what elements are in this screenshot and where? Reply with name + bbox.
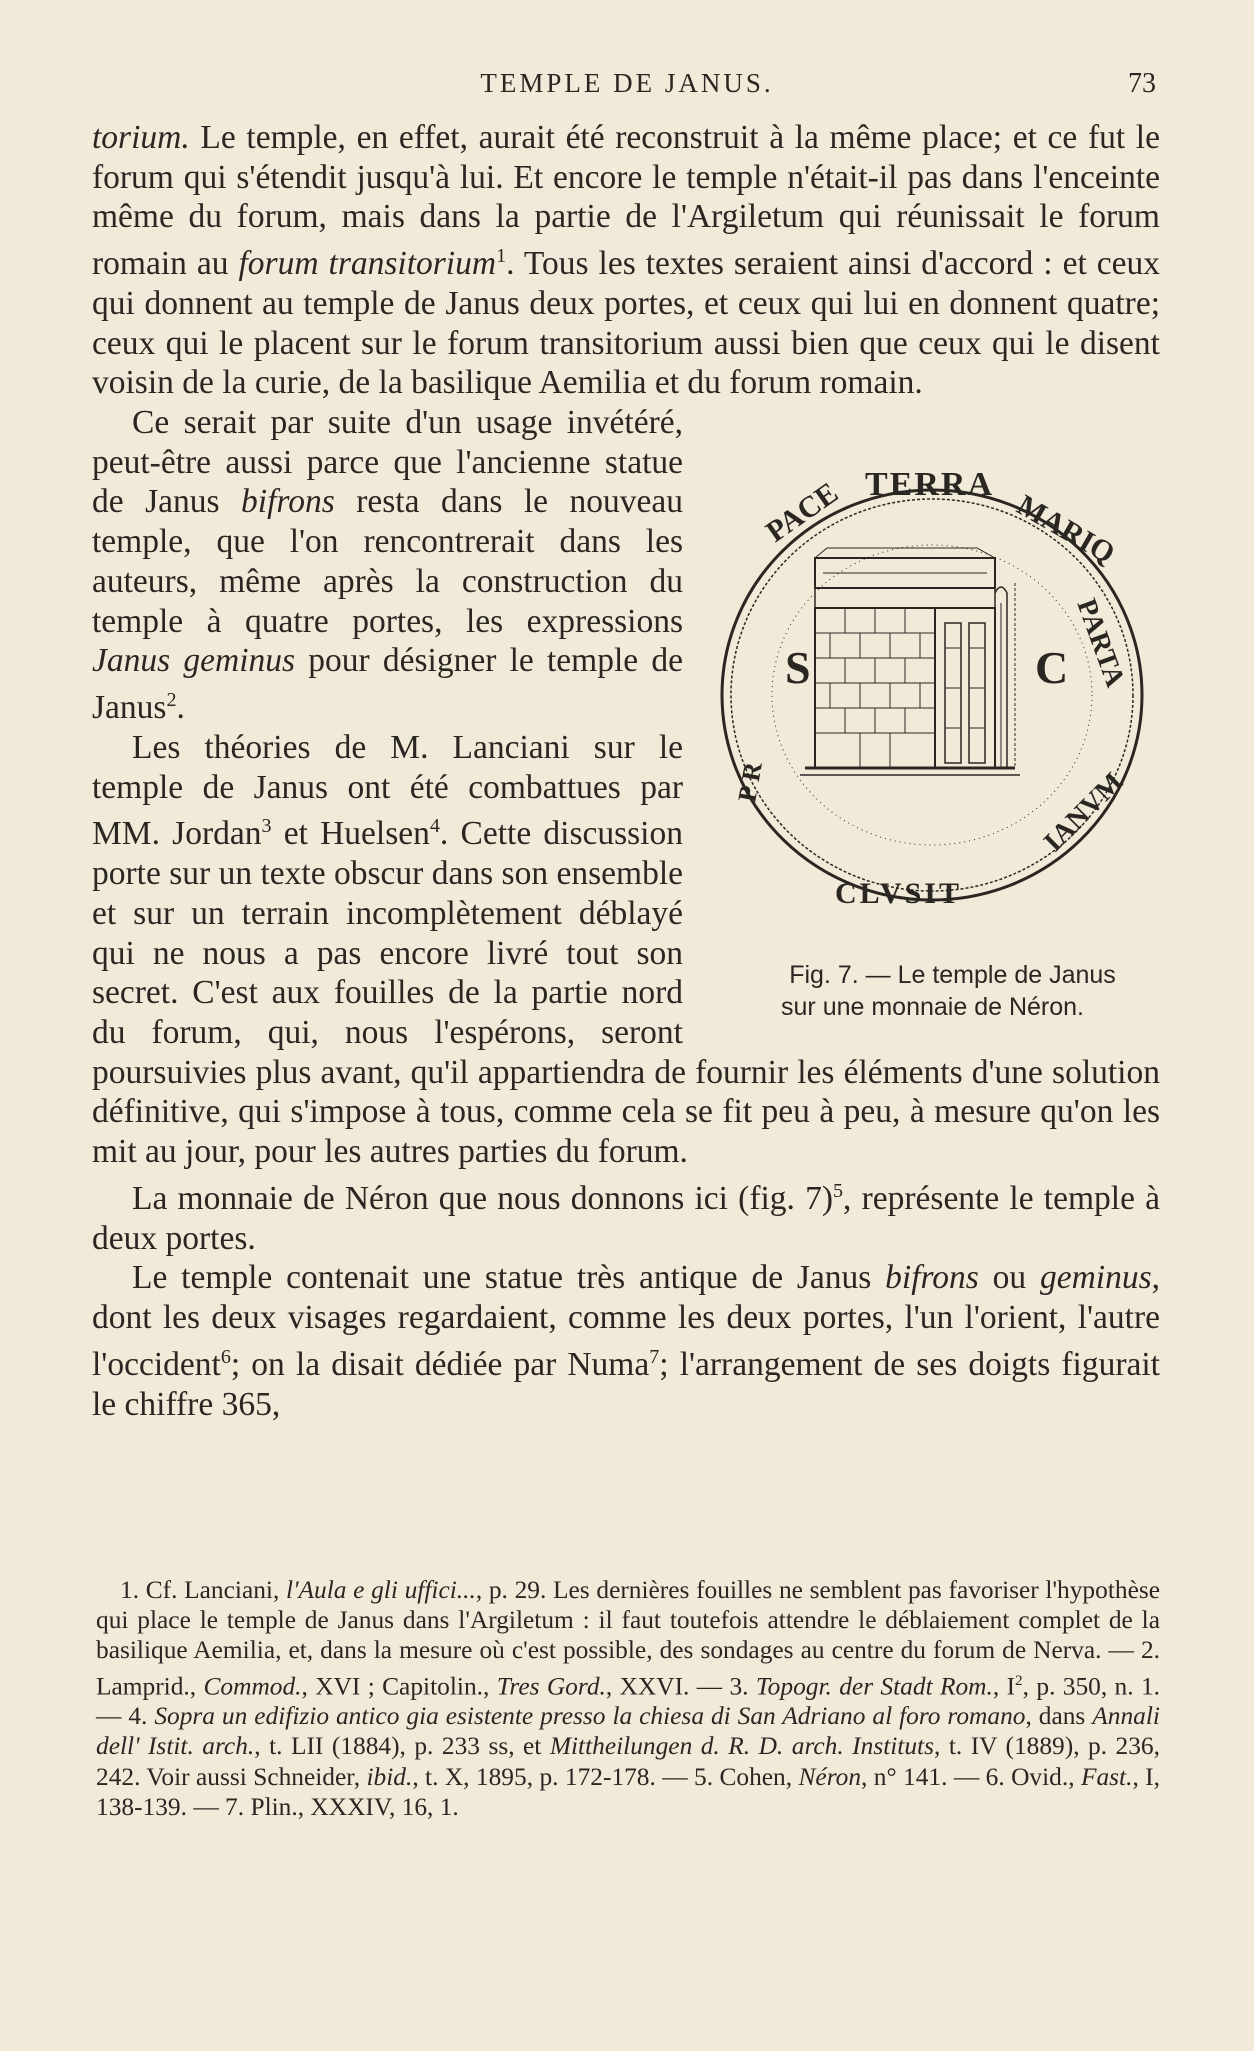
caption-line-1: Fig. 7. — Le temple de Janus <box>789 961 1116 990</box>
page-header <box>0 68 1254 108</box>
paragraph-2-text <box>92 404 683 726</box>
text-run: , p. 350, n. 1. — 4. <box>96 1672 1161 1731</box>
svg-text:P R: P R <box>732 759 768 805</box>
paragraph-5 <box>92 1258 1160 1424</box>
text-run: 1. Cf. Lanciani, <box>120 1576 287 1604</box>
italic-text: Commod. <box>203 1672 302 1701</box>
text-run: . Tous les textes seraient ainsi d'accord : et ceux qui donnent au temple de Janus deux portes, et ceux qui lui en donnent quatre; ceux qui le placent sur le forum transitorium aussi bien que ceux qui le disent voisin de la curie, de la basilique Aemilia et du forum romain. <box>92 245 1160 402</box>
text-run: , t. IV (1889), p. 236, 242. Voir aussi Schneider, <box>96 1732 1160 1791</box>
paragraph-4 <box>92 1172 1160 1259</box>
svg-text:PACE: PACE <box>760 476 845 549</box>
svg-text:C: C <box>1035 642 1069 694</box>
footnote-ref: 4 <box>429 815 440 838</box>
svg-text:S: S <box>785 642 811 694</box>
running-title: TEMPLE DE JANUS. <box>480 68 774 98</box>
text-run: et Huelsen <box>271 815 430 853</box>
italic-text: l'Aula e gli uffici... <box>286 1576 476 1604</box>
italic-text: geminus <box>1039 1259 1152 1297</box>
text-run: . <box>176 689 185 727</box>
text-run: , I, 138-139. — 7. Plin., XXXIV, 16, 1. <box>96 1762 1160 1821</box>
italic-text: forum transitorium <box>238 245 497 283</box>
text-run: , p. 29. Les dernières fouilles ne semblent pas favoriser l'hypothèse qui place le temple de Janus dans l'Argiletum : il faut toutefois attendre le déblaiement complet de la basilique Aemilia, et, dans la mesure où c'est possible, des sondages au centre du forum de Nerva. — 2. Lamprid., <box>96 1576 1160 1701</box>
italic-text: Janus geminus <box>92 642 296 680</box>
italic-text: bifrons <box>241 483 335 521</box>
text-run: , XVI ; Capitolin., <box>301 1672 497 1701</box>
footnote-ref: 6 <box>220 1345 231 1368</box>
footnotes <box>96 1575 1160 1822</box>
text-run: , dont les deux visages regardaient, comme les deux portes, l'un l'orient, l'autre l'occident <box>92 1259 1161 1383</box>
text-run: Le temple, en effet, aurait été reconstruit à la même place; et ce fut le forum qui s'étendit jusqu'à lui. Et encore le temple n'était-il pas dans l'enceinte même du forum, mais dans la partie de l'Argiletum qui réunissait le forum romain au <box>92 119 1160 283</box>
italic-text: Mittheilungen d. R. D. arch. Instituts <box>549 1732 934 1761</box>
footnote-ref: 2 <box>1015 1671 1023 1689</box>
caption-line-2: sur une monnaie de Néron. <box>781 993 1084 1022</box>
text-run: pour désigner le temple de Janus <box>92 642 684 727</box>
main-text <box>92 118 1160 1424</box>
footnote-ref: 1 <box>496 245 507 268</box>
text-run: La monnaie de Néron que nous donnons ici (fig. 7) <box>132 1179 833 1217</box>
footnote-ref: 5 <box>833 1179 844 1202</box>
text-run: . Cette discussion porte sur un texte obscur dans son ensemble et sur un terrain incomplètement déblayé qui ne nous a pas encore livré tout son secret. C'est aux fouilles de la partie nord du forum, qui, nous l'espérons, seront poursuivies plus avant, qu'il appartiendra de fournir les éléments d'une solution définitive, qui s'impose à tous, comme cela se fit peu à peu, à mesure qu'on les mit au jour, pour les autres parties du forum. <box>92 815 1160 1171</box>
italic-text: Néron <box>798 1762 862 1791</box>
footnote-ref: 3 <box>261 815 272 838</box>
footnote-block <box>96 1575 1160 1822</box>
italic-text: ibid. <box>366 1762 413 1791</box>
text-run: Le temple contenait une statue très antique de Janus <box>132 1259 886 1297</box>
footnote-ref: 2 <box>166 689 177 711</box>
text-run: ; on la disait dédiée par Numa <box>230 1345 650 1383</box>
italic-text: Fast. <box>1080 1762 1133 1791</box>
text-run: , XXVI. — 3. <box>605 1672 756 1701</box>
italic-text: Topogr. der Stadt Rom. <box>755 1672 993 1701</box>
coin-illustration <box>715 433 1150 953</box>
italic-text: bifrons <box>885 1259 979 1297</box>
paragraph-1 <box>92 118 1160 403</box>
text-run: ou <box>978 1259 1040 1297</box>
text-run: Ce serait par suite d'un usage invétéré, peut-être aussi parce que l'ancienne statue de Janus <box>92 404 683 521</box>
text-run: ; l'arrangement de ses doigts figurait le chiffre 365, <box>92 1345 1160 1423</box>
figure-caption <box>705 959 1160 1023</box>
text-run: resta dans le nouveau temple, que l'on rencontrerait dans les auteurs, même après la construction du temple à quatre portes, les expressions <box>92 483 684 640</box>
text-run: , n° 141. — 6. Ovid., <box>861 1762 1081 1791</box>
italic-text: torium. <box>92 119 190 156</box>
text-run: , dans <box>1025 1702 1093 1731</box>
svg-text:PARTA: PARTA <box>1070 594 1131 692</box>
text-run: , t. LII (1884), p. 233 ss, et <box>254 1732 550 1761</box>
text-run: , I <box>992 1672 1016 1701</box>
text-run: , représente le temple à deux portes. <box>92 1179 1160 1257</box>
italic-text: Sopra un edifizio antico gia esistente presso la chiesa di San Adriano al foro romano <box>154 1702 1026 1731</box>
italic-text: Annali dell' Istit. arch. <box>96 1702 1160 1761</box>
svg-text:TERRA: TERRA <box>865 466 995 504</box>
figure-7 <box>705 411 1160 1026</box>
page-number: 73 <box>1128 68 1156 99</box>
footnote-ref: 7 <box>649 1345 660 1368</box>
svg-text:MARIQ: MARIQ <box>1011 488 1121 571</box>
text-run: , t. X, 1895, p. 172-178. — 5. Cohen, <box>412 1762 799 1791</box>
italic-text: Tres Gord. <box>496 1672 606 1701</box>
svg-text:IANVM: IANVM <box>1038 766 1130 859</box>
text-run: Les théories de M. Lanciani sur le temple de Janus ont été combattues par MM. Jordan <box>92 728 683 853</box>
svg-text:CLVSIT: CLVSIT <box>835 877 962 911</box>
